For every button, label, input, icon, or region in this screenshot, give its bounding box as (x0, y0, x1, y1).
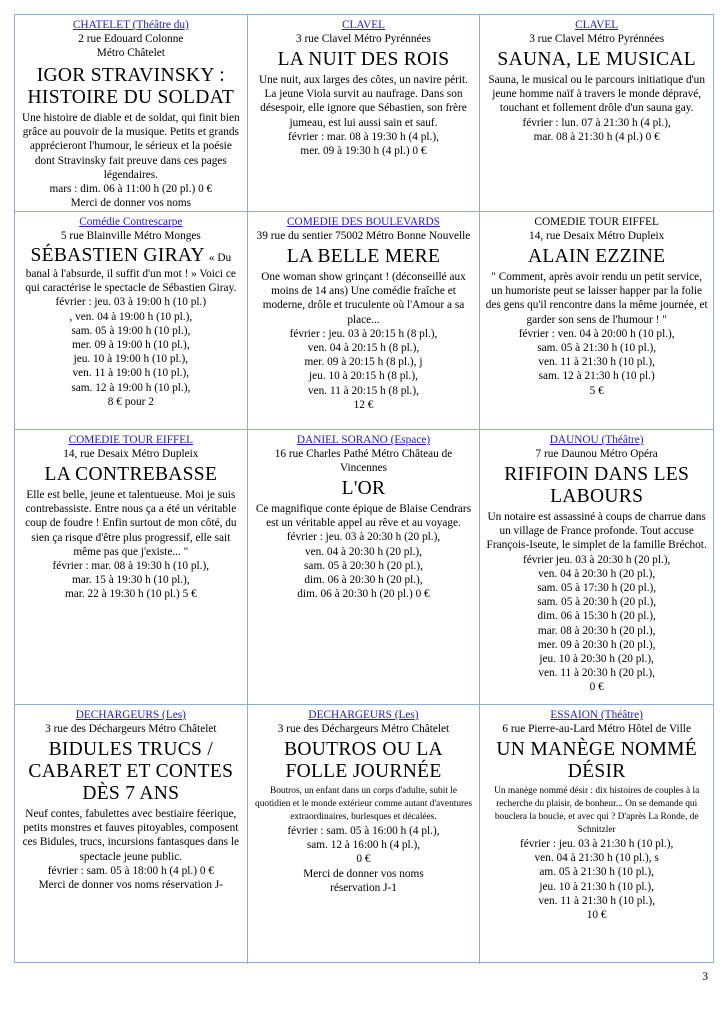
address-line: 3 rue des Déchargeurs Métro Châtelet (277, 723, 450, 735)
address-line: 2 rue Edouard Colonne (78, 33, 184, 45)
schedule (19, 182, 243, 210)
show-title: IGOR STRAVINSKY : HISTOIRE DU SOLDAT (27, 65, 235, 108)
schedule-line: dim. 06 à 20:30 h (20 pl.) 0 € (297, 588, 430, 601)
schedule-line: 5 € (589, 384, 604, 397)
show-title: LA BELLE MERE (286, 246, 441, 267)
show-title: L'OR (341, 478, 386, 499)
schedule-line: ven. 04 à 20:30 h (20 pl.), (304, 545, 422, 558)
schedule-line: sam. 05 à 21:30 h (10 pl.), (537, 342, 657, 355)
schedule-line: jeu. 10 à 20:30 h (20 pl.), (539, 653, 654, 666)
schedule-line: février jeu. 03 à 20:30 h (20 pl.), (522, 553, 671, 566)
schedule-line: ven. 04 à 20:15 h (8 pl.), (307, 342, 420, 355)
listing-cell (15, 705, 248, 964)
schedule-line: ven. 11 à 20:30 h (20 pl.), (538, 667, 655, 680)
schedule-line: février : lun. 07 à 21:30 h (4 pl.), (522, 116, 671, 129)
show-title: ALAIN EZZINE (527, 246, 666, 267)
schedule-line: Merci de donner vos noms réservation J- (38, 879, 224, 892)
address-line: 14, rue Desaix Métro Dupleix (63, 448, 199, 460)
listing-cell (480, 15, 713, 212)
schedule-line: février : jeu. 03 à 21:30 h (10 pl.), (519, 838, 674, 850)
schedule (484, 327, 709, 398)
venue-link[interactable]: DECHARGEURS (Les) (308, 709, 419, 721)
schedule-line: sam. 05 à 17:30 h (20 pl.), (537, 582, 657, 595)
schedule-line: février : jeu. 03 à 19:00 h (10 pl.) (55, 296, 207, 309)
listing-cell (248, 430, 481, 705)
schedule (252, 327, 476, 412)
show-description: banal à l'absurde, il suffit d'un mot ! » Voici ce qui caractérise le spectacle de Sébastien Giray. (25, 268, 237, 295)
schedule-line: mar. 22 à 19:30 h (10 pl.) 5 € (64, 588, 197, 601)
schedule-line: 0 € (356, 853, 371, 866)
listing-cell (480, 430, 713, 705)
venue-link[interactable]: ESSAION (Théâtre) (550, 709, 643, 721)
schedule (252, 130, 476, 158)
address-line: 16 rue Charles Pathé Métro Château de Vincennes (274, 448, 453, 474)
show-description: Boutros, un enfant dans un corps d'adulte, subit le quotidien et le monde extérieur comme autant d'aventures extraordinaires, burlesques et décalées. (255, 786, 472, 822)
show-description: Neuf contes, fabulettes avec bestiaire féerique, petits monstres et fauves pitoyables, composent ces Bidules, trucs, incursions fantasques dans le spectacle jeune public. (22, 808, 240, 863)
schedule-line: mer. 09 à 19:00 h (10 pl.), (71, 339, 190, 352)
schedule-line: ven. 04 à 20:30 h (20 pl.), (538, 567, 656, 580)
schedule-line: réservation J-1 (330, 881, 397, 894)
listing-cell (15, 430, 248, 705)
schedule-line: ven. 11 à 21:30 h (10 pl.), (538, 894, 655, 907)
venue-link[interactable]: CLAVEL (575, 19, 619, 31)
schedule (484, 837, 709, 922)
show-description: Un notaire est assassiné à coups de charrue dans un village de France profonde. Tout accuse François-Iseute, le simplet de la famille Bréchot. (486, 511, 707, 552)
schedule-line: mar. 08 à 20:30 h (20 pl.), (537, 624, 656, 637)
schedule-line: jeu. 10 à 20:15 h (8 pl.), (309, 370, 418, 383)
schedule-line: mar. 15 à 19:30 h (10 pl.), (71, 574, 190, 587)
listing-cell (15, 15, 248, 212)
listing-grid (14, 14, 714, 963)
venue-link[interactable]: Comédie Contrescarpe (79, 216, 183, 228)
address-line: 6 rue Pierre-au-Lard Métro Hôtel de Ville (502, 723, 691, 735)
schedule-line: février : jeu. 03 à 20:15 h (8 pl.), (289, 327, 438, 340)
schedule-line: ven. 04 à 21:30 h (10 pl.), s (534, 852, 659, 865)
schedule-line: mer. 09 à 19:30 h (4 pl.) 0 € (300, 145, 427, 158)
schedule-line: février : mar. 08 à 19:30 h (10 pl.), (52, 560, 210, 573)
schedule-line: Merci de donner vos noms (70, 197, 192, 210)
schedule-line: jeu. 10 à 19:00 h (10 pl.), (73, 353, 189, 366)
schedule-line: 0 € (589, 681, 604, 694)
schedule (252, 530, 476, 601)
show-description: Une nuit, aux larges des côtes, un navire périt. La jeune Viola survit au naufrage. Dans son désespoir, elle ignore que Sébastien, son frère jumeau, est lui aussi sain et sauf. (258, 74, 469, 129)
venue-name: COMEDIE TOUR EIFFEL (534, 216, 659, 228)
schedule (484, 553, 709, 695)
schedule (252, 824, 476, 895)
schedule-line: jeu. 10 à 21:30 h (10 pl.), (539, 880, 654, 893)
schedule-line: ven. 11 à 20:15 h (8 pl.), (308, 384, 419, 397)
venue-link[interactable]: COMEDIE DES BOULEVARDS (287, 216, 440, 228)
schedule-line: février : jeu. 03 à 20:30 h (20 pl.), (286, 531, 441, 544)
address-line: 5 rue Blainville Métro Monges (60, 230, 201, 242)
venue-link[interactable]: COMEDIE TOUR EIFFEL (68, 434, 194, 446)
show-title: BOUTROS OU LA FOLLE JOURNÉE (284, 739, 443, 782)
show-title: BIDULES TRUCS / CABARET ET CONTES DÈS 7 ANS (28, 739, 234, 804)
schedule-line: ven. 11 à 21:30 h (10 pl.), (538, 356, 655, 369)
address-line: 3 rue Clavel Métro Pyrénnées (529, 33, 665, 45)
show-description: " Comment, après avoir rendu un petit service, un humoriste peut se laisser happer par la folie des gens qu'il rencontre dans la même journée, et garder son sens de l'humour ! " (485, 271, 708, 326)
venue-link[interactable]: CHATELET (Théâtre du) (72, 19, 189, 31)
schedule-line: mar. 08 à 21:30 h (4 pl.) 0 € (533, 130, 660, 143)
schedule-line: février : sam. 05 à 16:00 h (4 pl.), (287, 825, 440, 837)
schedule-line: 12 € (353, 398, 374, 411)
schedule-line: sam. 12 à 21:30 h (10 pl.) (538, 370, 655, 383)
address-line: 3 rue Clavel Métro Pyrénnées (296, 33, 431, 45)
venue-link[interactable]: DECHARGEURS (Les) (75, 709, 186, 721)
schedule-line: sam. 05 à 20:30 h (20 pl.), (537, 596, 657, 609)
schedule-line: Merci de donner vos noms (303, 867, 424, 880)
show-description: Sauna, le musical ou le parcours initiatique d'un jeune homme naïf à travers le monde dépravé, touchant et follement drôle d'un sauna gay. (488, 74, 705, 115)
show-title: SÉBASTIEN GIRAY (30, 245, 205, 266)
show-title: LA NUIT DES ROIS (277, 49, 450, 70)
address-line: 39 rue du sentier 75002 Métro Bonne Nouvelle (256, 230, 471, 242)
show-title: LA CONTREBASSE (44, 464, 218, 485)
venue-link[interactable]: CLAVEL (341, 19, 386, 31)
schedule-line: , ven. 04 à 19:00 h (10 pl.), (69, 310, 193, 323)
schedule (19, 559, 243, 602)
show-title: UN MANÈGE NOMMÉ DÉSIR (496, 739, 697, 782)
schedule-line: 8 € pour 2 (107, 395, 154, 408)
schedule-line: février : ven. 04 à 20:00 h (10 pl.), (518, 327, 675, 340)
venue-link[interactable]: DANIEL SORANO (Espace) (296, 434, 431, 446)
address-line: 14, rue Desaix Métro Dupleix (529, 230, 665, 242)
show-description: One woman show grinçant ! (déconseillé aux moins de 14 ans) Une comédie fraîche et moderne, drôle et truculente où l'Amour a sa place... (261, 271, 466, 326)
schedule (484, 116, 709, 144)
schedule-line: 10 € (586, 909, 607, 922)
address-line: 7 rue Daunou Métro Opéra (535, 448, 658, 460)
schedule-line: mer. 09 à 20:30 h (20 pl.), (537, 638, 656, 651)
schedule-line: mars : dim. 06 à 11:00 h (20 pl.) 0 € (49, 183, 213, 196)
show-title: RIFIFOIN DANS LES LABOURS (504, 464, 690, 507)
show-description: Un manège nommé désir : dix histoires de couples à la recherche du plaisir, de bonheur... On se demande qui bouclera la boucle, et avec qui ? D'après La Ronde, de Schnitzler (494, 786, 700, 835)
venue-link[interactable]: DAUNOU (Théâtre) (549, 434, 644, 446)
listing-cell (248, 15, 481, 212)
listing-cell (15, 212, 248, 430)
listing-cell (248, 212, 481, 430)
schedule-line: sam. 05 à 20:30 h (20 pl.), (304, 559, 423, 572)
schedule-line: sam. 12 à 19:00 h (10 pl.), (71, 381, 191, 394)
schedule-line: février : mar. 08 à 19:30 h (4 pl.), (288, 130, 439, 143)
schedule (19, 295, 243, 409)
page-number: 3 (702, 971, 708, 983)
schedule-line: dim. 06 à 15:30 h (20 pl.), (537, 610, 656, 623)
description-start: « Du (208, 252, 232, 264)
show-description: Une histoire de diable et de soldat, qui finit bien grâce au pouvoir de la musique. Petits et grands apprécieront l'humour, le sérieux et la poésie dont Stravinsky fait preuve dans ces pages légendaires. (21, 112, 240, 181)
schedule-line: mer. 09 à 20:15 h (8 pl.), j (304, 356, 423, 369)
listing-cell (248, 705, 481, 964)
listing-cell (480, 705, 713, 964)
schedule-line: sam. 12 à 16:00 h (4 pl.), (306, 839, 421, 852)
schedule-line: sam. 05 à 19:00 h (10 pl.), (71, 324, 191, 337)
schedule-line: ven. 11 à 19:00 h (10 pl.), (72, 367, 190, 380)
schedule-line: am. 05 à 21:30 h (10 pl.), (539, 866, 654, 879)
schedule-line: février : sam. 05 à 18:00 h (4 pl.) 0 € (47, 864, 214, 877)
show-description: Elle est belle, jeune et talentueuse. Moi je suis contrebassiste. Entre nous ça a été un véritable coup de foudre ! Enfin surtout de mon côté, du sien ça risque d'être plus progressif, elle sait même pas que j'existe... " (25, 489, 237, 558)
schedule (19, 864, 243, 892)
schedule-line: dim. 06 à 20:30 h (20 pl.), (304, 574, 423, 587)
title-row (19, 245, 243, 267)
listing-cell (480, 212, 713, 430)
address-line: Métro Châtelet (96, 47, 165, 59)
show-description: Ce magnifique conte épique de Blaise Cendrars est un véritable appel au rêve et au voyage. (255, 503, 472, 530)
show-title: SAUNA, LE MUSICAL (497, 49, 696, 70)
address-line: 3 rue des Déchargeurs Métro Châtelet (45, 723, 217, 735)
